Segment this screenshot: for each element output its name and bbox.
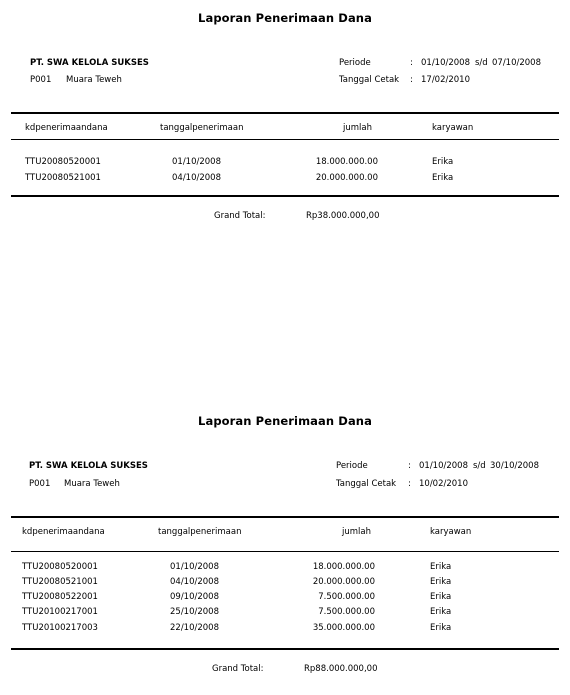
header-bottom-rule [11,551,559,552]
cell-karyawan: Erika [430,577,452,587]
cell-tanggal: 01/10/2008 [172,157,221,167]
periode-colon: : [410,58,413,68]
cetak-label: Tanggal Cetak [339,75,400,85]
cell-kd: TTU20080520001 [22,562,98,572]
col-header-karyawan: karyawan [432,123,474,133]
header-top-rule [11,516,559,518]
branch-name: Muara Teweh [64,479,120,489]
col-header-jumlah: jumlah [342,527,371,537]
periode-to: 30/10/2008 [490,461,539,471]
cell-jumlah: 35.000.000.00 [312,623,375,633]
cetak-value: 10/02/2010 [419,479,468,489]
company-name: PT. SWA KELOLA SUKSES [29,461,148,471]
cell-karyawan: Erika [430,623,452,633]
cell-karyawan: Erika [432,173,454,183]
periode-label: Periode [336,461,368,471]
cell-kd: TTU20080520001 [25,157,101,167]
cell-kd: TTU20080521001 [22,577,98,587]
cell-jumlah: 7.500.000.00 [318,592,375,602]
cell-tanggal: 01/10/2008 [170,562,219,572]
grand-total-value: Rp38.000.000,00 [306,211,380,221]
cell-jumlah: 18.000.000.00 [312,562,375,572]
grand-total-value: Rp88.000.000,00 [304,664,378,674]
cell-jumlah: 20.000.000.00 [315,173,378,183]
cell-karyawan: Erika [430,562,452,572]
branch-name: Muara Teweh [66,75,122,85]
grand-total-label: Grand Total: [214,211,266,221]
cell-kd: TTU20100217003 [22,623,98,633]
cell-jumlah: 7.500.000.00 [318,607,375,617]
cell-karyawan: Erika [432,157,454,167]
col-header-tanggal: tanggalpenerimaan [158,527,242,537]
periode-colon: : [408,461,411,471]
cell-tanggal: 09/10/2008 [170,592,219,602]
branch-code: P001 [29,479,51,489]
cell-kd: TTU20100217001 [22,607,98,617]
periode-label: Periode [339,58,371,68]
periode-from: 01/10/2008 [419,461,468,471]
company-name: PT. SWA KELOLA SUKSES [30,58,149,68]
col-header-jumlah: jumlah [343,123,372,133]
cell-karyawan: Erika [430,607,452,617]
col-header-kd: kdpenerimaandana [25,123,108,133]
cell-tanggal: 25/10/2008 [170,607,219,617]
cell-kd: TTU20080522001 [22,592,98,602]
periode-to: 07/10/2008 [492,58,541,68]
cell-tanggal: 04/10/2008 [170,577,219,587]
branch-code: P001 [30,75,52,85]
cell-jumlah: 20.000.000.00 [312,577,375,587]
report-title: Laporan Penerimaan Dana [198,11,372,25]
col-header-karyawan: karyawan [430,527,472,537]
report-title: Laporan Penerimaan Dana [198,414,372,428]
grand-total-label: Grand Total: [212,664,264,674]
cetak-label: Tanggal Cetak [336,479,397,489]
cell-kd: TTU20080521001 [25,173,101,183]
cetak-colon: : [410,75,413,85]
col-header-kd: kdpenerimaandana [22,527,105,537]
cell-karyawan: Erika [430,592,452,602]
cetak-colon: : [408,479,411,489]
col-header-tanggal: tanggalpenerimaan [160,123,244,133]
periode-from: 01/10/2008 [421,58,470,68]
cetak-value: 17/02/2010 [421,75,470,85]
cell-jumlah: 18.000.000.00 [315,157,378,167]
cell-tanggal: 22/10/2008 [170,623,219,633]
periode-sep: s/d [473,461,486,471]
cell-tanggal: 04/10/2008 [172,173,221,183]
table-bottom-rule [11,648,559,650]
periode-sep: s/d [475,58,488,68]
